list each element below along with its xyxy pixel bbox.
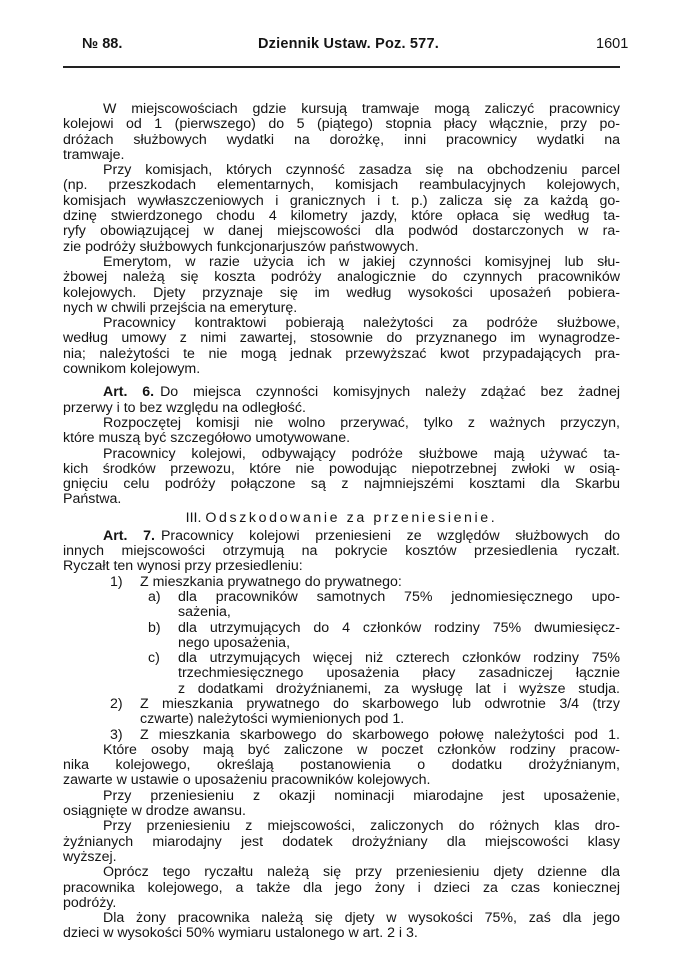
line-content: Z mieszkania skarbowego do skarbowego połowę należytości pod 1.: [140, 727, 620, 743]
line-content: nia; należytości te nie mogą jednak przewyższać kwot przypadających pra-: [63, 346, 620, 362]
running-title: Dziennik Ustaw. Poz. 577.: [258, 36, 439, 52]
line-text: [63, 477, 620, 492]
line-text: [63, 209, 620, 224]
text-line: [63, 789, 620, 804]
line-content: Które osoby mają być zaliczone w poczet członków rodziny pracow-: [103, 742, 620, 758]
line-text: [63, 462, 620, 477]
line-text: [63, 133, 620, 148]
line-text: [63, 401, 620, 416]
line-content: zie podróży służbowych funkcjonarjuszów państwowych.: [63, 239, 419, 255]
line-text: [63, 743, 620, 758]
line-text: [63, 224, 620, 239]
line-text: [63, 102, 620, 117]
page-number: 1601: [596, 36, 629, 52]
line-content: Do miejsca czynności komisyjnych należy zdążać bez żadnej: [160, 385, 620, 401]
line-text: [63, 621, 620, 636]
line-content: sażenia,: [178, 605, 231, 621]
line-content: Oprócz tego ryczałtu należą się przy przeniesieniu djety dzienne dla: [103, 865, 620, 881]
line-text: [63, 590, 620, 605]
line-text: [63, 850, 620, 865]
line-text: [63, 758, 620, 773]
line-content: Pracownicy kolejowi przeniesieni ze względów służbowych do: [160, 528, 620, 544]
line-text: [63, 255, 620, 270]
line-content: dzinę stwierdzonego chodu 4 kilometry jazdy, które opłaca się według ta-: [63, 209, 620, 225]
text-line: [63, 301, 620, 316]
line-content: komisjach wywłaszczeniowych i granicznych i t. p.) zalicza się za każdą go-: [63, 193, 620, 209]
line-content: żbowej należą się koszta podróży analogicznie do czynnych pracowników: [63, 270, 620, 286]
line-content: dla utrzymujących do 4 członków rodziny 75% dwumiesięcz-: [178, 620, 620, 636]
line-content: Z mieszkania prywatnego do prywatnego:: [140, 574, 402, 590]
text-line: [63, 209, 620, 224]
line-text: [63, 865, 620, 880]
line-text: [63, 270, 620, 285]
line-content: żyźnianych miarodajny jest dodatek drożyźniany dla miejscowości klasy: [63, 834, 620, 850]
text-line: [63, 240, 620, 255]
text-line: [63, 544, 620, 559]
line-content: pracownika kolejowego, a także dla jego żony i dzieci za czas koniecznej: [63, 880, 620, 896]
document-body: [63, 102, 620, 942]
line-text: [63, 331, 620, 346]
line-content: Przy przeniesieniu z miejscowości, zaliczonych do różnych klas dro-: [103, 819, 620, 835]
line-content: Dla żony pracownika należą się djety w wysokości 75%, zaś dla jego: [103, 911, 620, 927]
text-line: [63, 416, 620, 431]
text-line: [63, 316, 620, 331]
line-text: [63, 316, 620, 331]
text-line: [63, 926, 620, 941]
line-content: Pracownicy kontraktowi pobierają należytości za podróże służbowe,: [103, 316, 620, 332]
line-content: Rozpoczętej komisji nie wolno przerywać, tylko z ważnych przyczyn,: [103, 415, 620, 431]
article-label: Art. 7.: [103, 528, 155, 544]
line-content: osiągnięte w drodze awansu.: [63, 804, 246, 820]
line-text: [63, 682, 620, 697]
text-line: [63, 447, 620, 462]
paragraph-gap: [63, 377, 620, 385]
text-line: [63, 102, 620, 117]
article-label: Art. 6.: [103, 385, 155, 401]
line-text: [63, 194, 620, 209]
text-line: [63, 881, 620, 896]
text-line: [63, 492, 620, 507]
line-text: [63, 819, 620, 834]
line-text: [63, 666, 620, 681]
line-content: Pracownicy kolejowi, odbywający podróże służbowe mają używać ta-: [103, 446, 620, 462]
line-text: [63, 447, 620, 462]
text-line: [63, 804, 620, 819]
line-content: innych miejscowości otrzymują na pokrycie kosztów przesiedlenia ryczałt.: [63, 544, 620, 560]
line-content: zawarte w ustawie o uposażeniu pracowników kolejowych.: [63, 773, 431, 789]
line-content: przerwy i to bez względu na odległość.: [63, 400, 306, 416]
text-line: [63, 835, 620, 850]
line-content: tramwaje.: [63, 147, 125, 163]
text-line: [63, 133, 620, 148]
line-text: [63, 431, 620, 446]
text-line: [63, 682, 620, 697]
line-content: nego uposażenia,: [178, 635, 291, 651]
line-text: [63, 362, 620, 377]
list-marker: a): [148, 588, 161, 605]
line-text: [63, 636, 620, 651]
text-line: [63, 331, 620, 346]
list-marker: 1): [110, 573, 123, 590]
header-rule: [63, 66, 620, 68]
text-line: [63, 224, 620, 239]
line-text: [63, 896, 620, 911]
line-content: dzieci w wysokości 50% wymiaru ustalonego w art. 2 i 3.: [63, 926, 418, 942]
text-line: [63, 431, 620, 446]
line-content: Państwa.: [63, 492, 122, 508]
line-content: (np. przeszkodach elementarnych, komisjach reambulacyjnych kolejowych,: [63, 178, 620, 194]
line-content: Przy komisjach, których czynność zasadza się na obchodzeniu parcel: [103, 163, 620, 179]
line-text: [63, 286, 620, 301]
line-text: [63, 301, 620, 316]
line-content: dla pracowników samotnych 75% jednomiesięcznego upo-: [178, 589, 620, 605]
line-content: Z mieszkania prywatnego do skarbowego lub odwrotnie 3/4 (trzy: [140, 696, 620, 712]
text-line: [63, 728, 620, 743]
text-line: [63, 758, 620, 773]
line-content: kolejowi od 1 (pierwszego) do 5 (piątego) stopnia płacy włącznie, przy po-: [63, 117, 620, 133]
text-line: [63, 559, 620, 574]
text-line: [63, 636, 620, 651]
line-content: czwarte) należytości wymienionych pod 1.: [140, 712, 405, 728]
line-content: dróżach służbowych wydatki na dorożkę, inni pracownicy wydatki na: [63, 132, 620, 148]
line-text: [63, 926, 620, 941]
line-content: Ryczałt ten wynosi przy przesiedleniu:: [63, 559, 303, 575]
line-content: W miejscowościach gdzie kursują tramwaje mogą zaliczyć pracownicy: [103, 102, 620, 117]
text-line: [63, 773, 620, 788]
text-line: [63, 666, 620, 681]
line-text: [63, 544, 620, 559]
text-line: [63, 697, 620, 712]
text-line: [63, 819, 620, 834]
section-number: III.: [185, 509, 202, 526]
line-content: podróży.: [63, 895, 117, 911]
text-line: [63, 529, 620, 544]
line-text: [63, 559, 620, 574]
text-line: [63, 911, 620, 926]
text-line: [63, 743, 620, 758]
line-content: gnięciu celu podróży połączone są z najmniejszémi kosztami dla Skarbu: [63, 477, 620, 493]
line-content: kich środków przewozu, które nie powodując niepotrzebnej zwłoki w osią-: [63, 461, 620, 477]
text-line: [63, 462, 620, 477]
line-text: [63, 416, 620, 431]
issue-number: № 88.: [82, 36, 123, 52]
text-line: [63, 865, 620, 880]
line-text: [63, 492, 620, 507]
text-line: [63, 712, 620, 727]
section-heading: [63, 508, 620, 529]
text-line: [63, 621, 620, 636]
line-text: [63, 789, 620, 804]
text-line: [63, 148, 620, 163]
line-text: [63, 804, 620, 819]
text-line: [63, 477, 620, 492]
text-line: [63, 286, 620, 301]
line-text: [63, 178, 620, 193]
line-text: [63, 773, 620, 788]
line-text: [63, 385, 620, 400]
line-text: [63, 575, 620, 590]
list-marker: b): [148, 619, 161, 636]
line-text: [63, 163, 620, 178]
line-content: ryfy obowiązującej w danej miejscowości dla podwód dostarczonych w ra-: [63, 224, 620, 240]
line-text: [63, 347, 620, 362]
line-content: dla utrzymujących więcej niż czterech członków rodziny 75%: [178, 651, 620, 667]
text-line: [63, 651, 620, 666]
line-text: [63, 651, 620, 666]
text-line: [63, 178, 620, 193]
text-line: [63, 575, 620, 590]
text-line: [63, 590, 620, 605]
text-line: [63, 401, 620, 416]
line-text: [63, 881, 620, 896]
list-marker: 2): [110, 695, 123, 712]
text-line: [63, 117, 620, 132]
text-line: [63, 270, 620, 285]
line-text: [63, 835, 620, 850]
line-content: trzechmiesięcznego uposażenia płacy zasadniczej łącznie: [178, 666, 620, 682]
line-text: [63, 728, 620, 743]
list-marker: c): [148, 650, 160, 667]
line-text: [63, 605, 620, 620]
line-text: [63, 240, 620, 255]
line-content: z dodatkami drożyźnianemi, za wysługę lat i wyższe studja.: [178, 681, 620, 697]
text-line: [63, 605, 620, 620]
line-content: cownikom kolejowym.: [63, 362, 201, 378]
line-content: kolejowych. Djety przyznaje się im według wysokości uposażeń pobiera-: [63, 285, 620, 301]
text-line: [63, 163, 620, 178]
line-text: [63, 529, 620, 544]
text-line: [63, 385, 620, 400]
text-line: [63, 850, 620, 865]
line-content: według umowy z nimi zawartej, stosownie do przyznanego im wynagrodze-: [63, 331, 620, 347]
text-line: [63, 896, 620, 911]
line-text: [63, 712, 620, 727]
line-content: nych w chwili przejścia na emeryturę.: [63, 300, 298, 316]
line-content: wyższej.: [63, 849, 117, 865]
line-text: [63, 148, 620, 163]
line-text: [63, 697, 620, 712]
text-line: [63, 255, 620, 270]
line-content: nika kolejowego, określają postanowienia o dodatku drożyźnianym,: [63, 758, 620, 774]
line-text: [63, 911, 620, 926]
line-content: które muszą być szczegółowo umotywowane.: [63, 431, 351, 447]
text-line: [63, 347, 620, 362]
line-text: [63, 117, 620, 132]
section-title: Odszkodowanie za przeniesienie.: [205, 509, 498, 526]
line-content: Emerytom, w razie użycia ich w jakiej czynności komisyjnej lub słu-: [103, 254, 620, 270]
line-content: Przy przeniesieniu z okazji nominacji miarodajne jest uposażenie,: [103, 788, 620, 804]
text-line: [63, 194, 620, 209]
list-marker: 3): [110, 726, 123, 743]
text-line: [63, 362, 620, 377]
